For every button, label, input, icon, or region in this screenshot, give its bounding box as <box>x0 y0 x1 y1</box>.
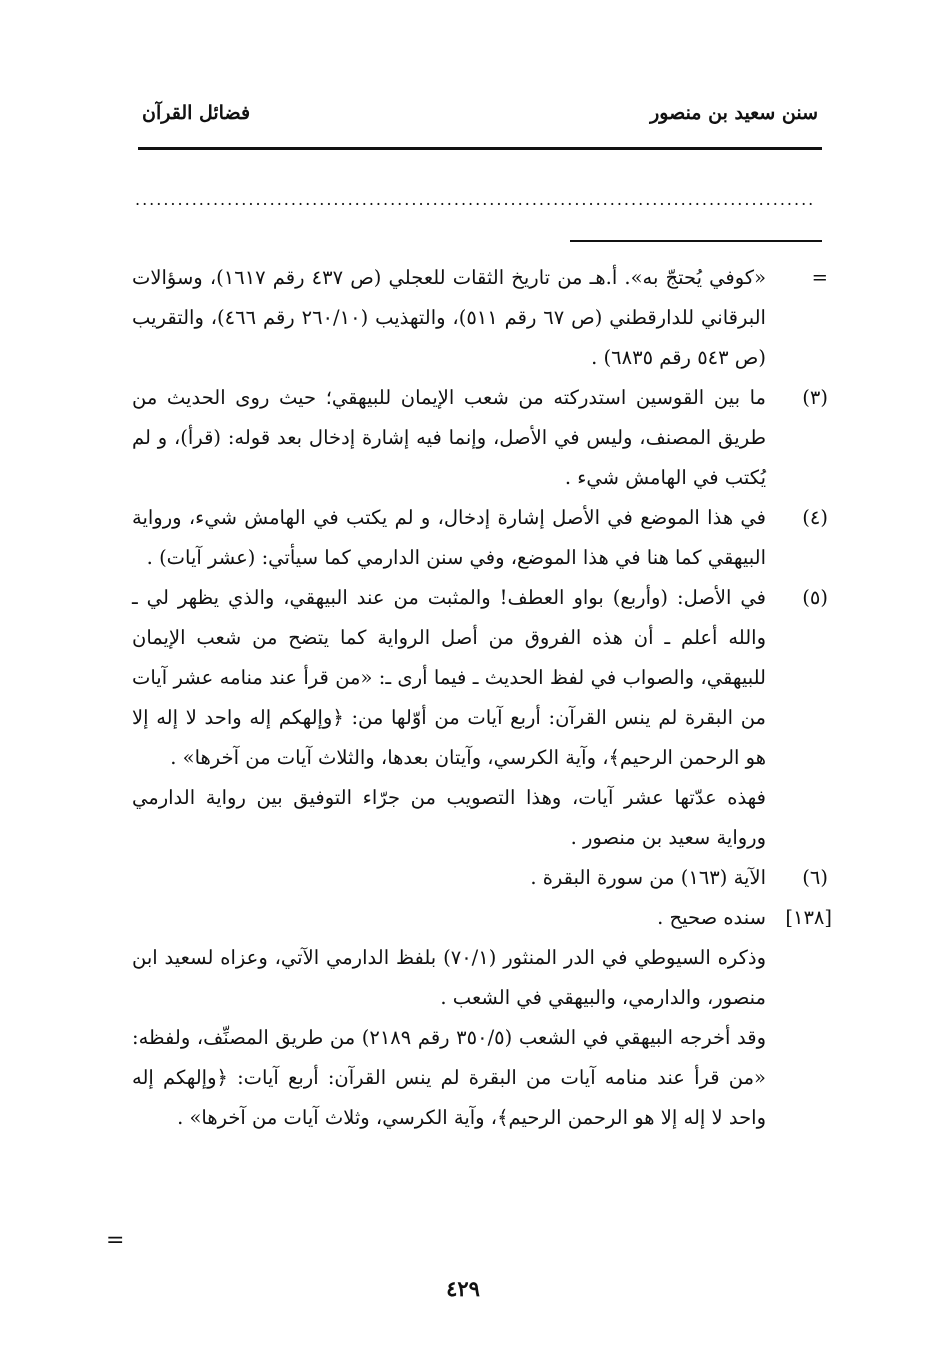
header-rule <box>138 147 822 150</box>
footnote-6 <box>132 858 828 898</box>
continuation-mark: = <box>106 1228 125 1253</box>
footnote-5 <box>132 578 828 778</box>
footnote-number: (٤) <box>802 506 828 529</box>
footnote-4 <box>132 498 828 578</box>
footnote-separator <box>570 240 822 242</box>
page-number: ٤٢٩ <box>446 1276 480 1301</box>
source-note <box>132 898 832 938</box>
source-first-line: سنده صحيح . <box>657 906 766 929</box>
hadith-number: [١٣٨] <box>785 906 832 929</box>
footnotes-body <box>132 258 832 1138</box>
footnote-number: = <box>811 266 828 289</box>
footnote-text: في هذا الموضع في الأصل إشارة إدخال، و لم يكتب في الهامش شيء، ورواية البيهقي كما هنا في هذا الموضع، وفي سنن الدارمي كما سيأتي: (عشر آيات) . <box>132 506 766 569</box>
footnote-text: الآية (١٦٣) من سورة البقرة . <box>530 866 766 889</box>
footnote-number: (٣) <box>802 386 828 409</box>
footnote-text: ما بين القوسين استدركته من شعب الإيمان للبيهقي؛ حيث روى الحديث من طريق المصنف، وليس في الأصل، وإنما فيه إشارة إدخال بعد قوله: (قرأ)، و لم يُكتب في الهامش شيء . <box>132 386 766 489</box>
footnote-3 <box>132 378 828 498</box>
footnote-number: (٦) <box>802 866 828 889</box>
footnote-continued <box>132 258 828 378</box>
footnote-5-continuation: فهذه عدّتها عشر آيات، وهذا التصويب من جرّاء التوفيق بين رواية الدارمي ورواية سعيد بن منصور . <box>132 786 766 849</box>
omission-dots: ................................................................................................ <box>135 190 816 209</box>
source-paragraph: وذكره السيوطي في الدر المنثور (٧٠/١) بلفظ الدارمي الآتي، وعزاه لسعيد ابن منصور، والدارمي، والبيهقي في الشعب . <box>132 946 766 1009</box>
book-title: سنن سعيد بن منصور <box>650 102 818 124</box>
footnote-number: (٥) <box>802 586 828 609</box>
chapter-title: فضائل القرآن <box>142 102 251 124</box>
footnote-text: في الأصل: (وأربع) بواو العطف! والمثبت من عند البيهقي، والذي يظهر لي ـ والله أعلم ـ أن هذه الفروق من أصل الرواية كما يتضح من شعب الإيمان للبيهقي، والصواب في لفظ الحديث ـ فيما أرى ـ: «من قرأ عند منامه عشر آيات من البقرة لم ينس القرآن: أربع آيات من أوّلها من: ﴿وإلهكم إله واحد لا إله إلا هو الرحمن الرحيم﴾، وآية الكرسي، وآيتان بعدها، والثلاث آيات من آخرها» . <box>132 586 766 769</box>
footnote-text: «كوفي يُحتجّ به». أ.هـ من تاريخ الثقات للعجلي (ص ٤٣٧ رقم ١٦١٧)، وسؤالات البرقاني للدارقطني (ص ٦٧ رقم ٥١١)، والتهذيب (٢٦٠/١٠ رقم ٤٦٦)، والتقريب (ص ٥٤٣ رقم ٦٨٣٥) . <box>132 266 766 369</box>
source-paragraph: وقد أخرجه البيهقي في الشعب (٣٥٠/٥ رقم ٢١٨٩) من طريق المصنِّف، ولفظه: «من قرأ عند منامه آيات من البقرة لم ينس القرآن: أربع آيات: ﴿وإلهكم إله واحد لا إله إلا هو الرحمن الرحيم﴾، وآية الكرسي، وثلاث آيات من آخرها» . <box>132 1026 766 1129</box>
